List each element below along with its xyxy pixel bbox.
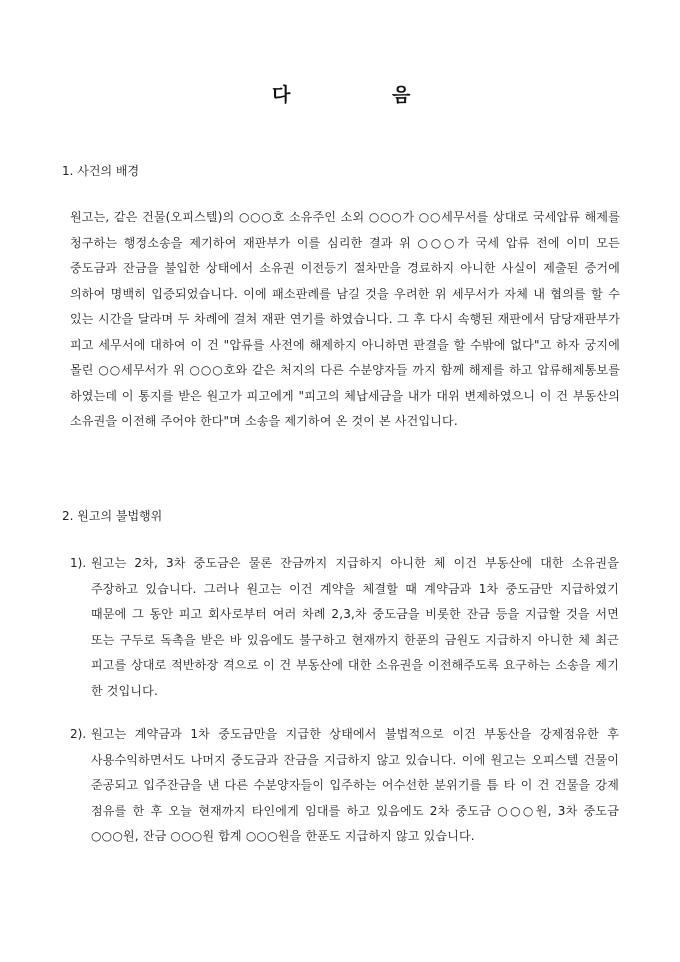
- item-2-number: 2).: [70, 727, 87, 741]
- section-1-paragraph: 원고는, 같은 건물(오피스텔)의 ○○○호 소유주인 소외 ○○○가 ○○세무서를 상대로 국세압류 해제를 청구하는 행정소송을 제기하여 재판부가 이를 심리한 결과 위 ○○○가 국세 압류 전에 이미 모든 중도금과 잔금을 불입한 상태에서 소유권 이전등기 절차만을 경료하지 아니한 사실이 제출된 증거에 의하여 명백히 입증되었습니다. 이에 패소판례를 남길 것을 우려한 위 세무서가 자체 내 협의를 할 수 있는 시간을 달라며 두 차례에 걸쳐 재판 연기를 하였습니다. 그 후 다시 속행된 재판에서 담당재판부가 피고 세무서에 대하여 이 건 "압류를 사전에 해제하지 아니하면 판결을 할 수밖에 없다"고 하자 궁지에 몰린 ○○세무서가 위 ○○○호와 같은 처지의 다른 수분양자들 까지 함께 해제를 하고 압류해제통보를 하였는데 이 통지를 받은 원고가 피고에게 "피고의 체납세금을 내가 대위 변제하였으니 이 건 부동산의 소유권을 이전해 주어야 한다"며 소송을 제기하여 온 것이 본 사건입니다.: [70, 210, 620, 428]
- item-1-text: 원고는 2차, 3차 중도금은 물론 잔금까지 지급하지 아니한 체 이건 부동산에 대한 소유권을 주장하고 있습니다. 그러나 원고는 이건 계약을 체결할 때 계약금과 1차 중도금만 지급하였기 때문에 그 동안 피고 회사로부터 여러 차례 2,3,차 중도금을 비롯한 잔금 등을 지급할 것을 서면 또는 구두로 독촉을 받은 바 있음에도 불구하고 현재까지 한푼의 금원도 지급하지 아니한 체 최근 피고를 상대로 적반하장 격으로 이 건 부동산에 대한 소유권을 이전해주도록 요구하는 소송을 제기 한 것입니다.: [91, 556, 619, 698]
- title-char-1: 다: [272, 84, 291, 106]
- title-char-2: 음: [392, 84, 411, 106]
- item-2-text: 원고는 계약금과 1차 중도금만을 지급한 상태에서 불법적으로 이건 부동산을 강제점유한 후 사용수익하면서도 나머지 중도금과 잔금을 지급하지 않고 있습니다. 이에 원고는 오피스텔 건물이 준공되고 입주잔금을 낸 다른 수분양자들이 입주하는 어수선한 분위기를 틈 타 이 건 건물을 강제 점유를 한 후 오늘 현재까지 타인에게 임대를 하고 있음에도 2차 중도금 ○○○원, 3차 중도금 ○○○원, 잔금 ○○○원 합계 ○○○원을 한푼도 지급하지 않고 있습니다.: [91, 727, 619, 843]
- section-2-heading: 2. 원고의 불법행위: [62, 509, 163, 523]
- section-1-heading: 1. 사건의 배경: [62, 164, 140, 178]
- document-title: [0, 80, 680, 110]
- item-1-number: 1).: [70, 556, 87, 570]
